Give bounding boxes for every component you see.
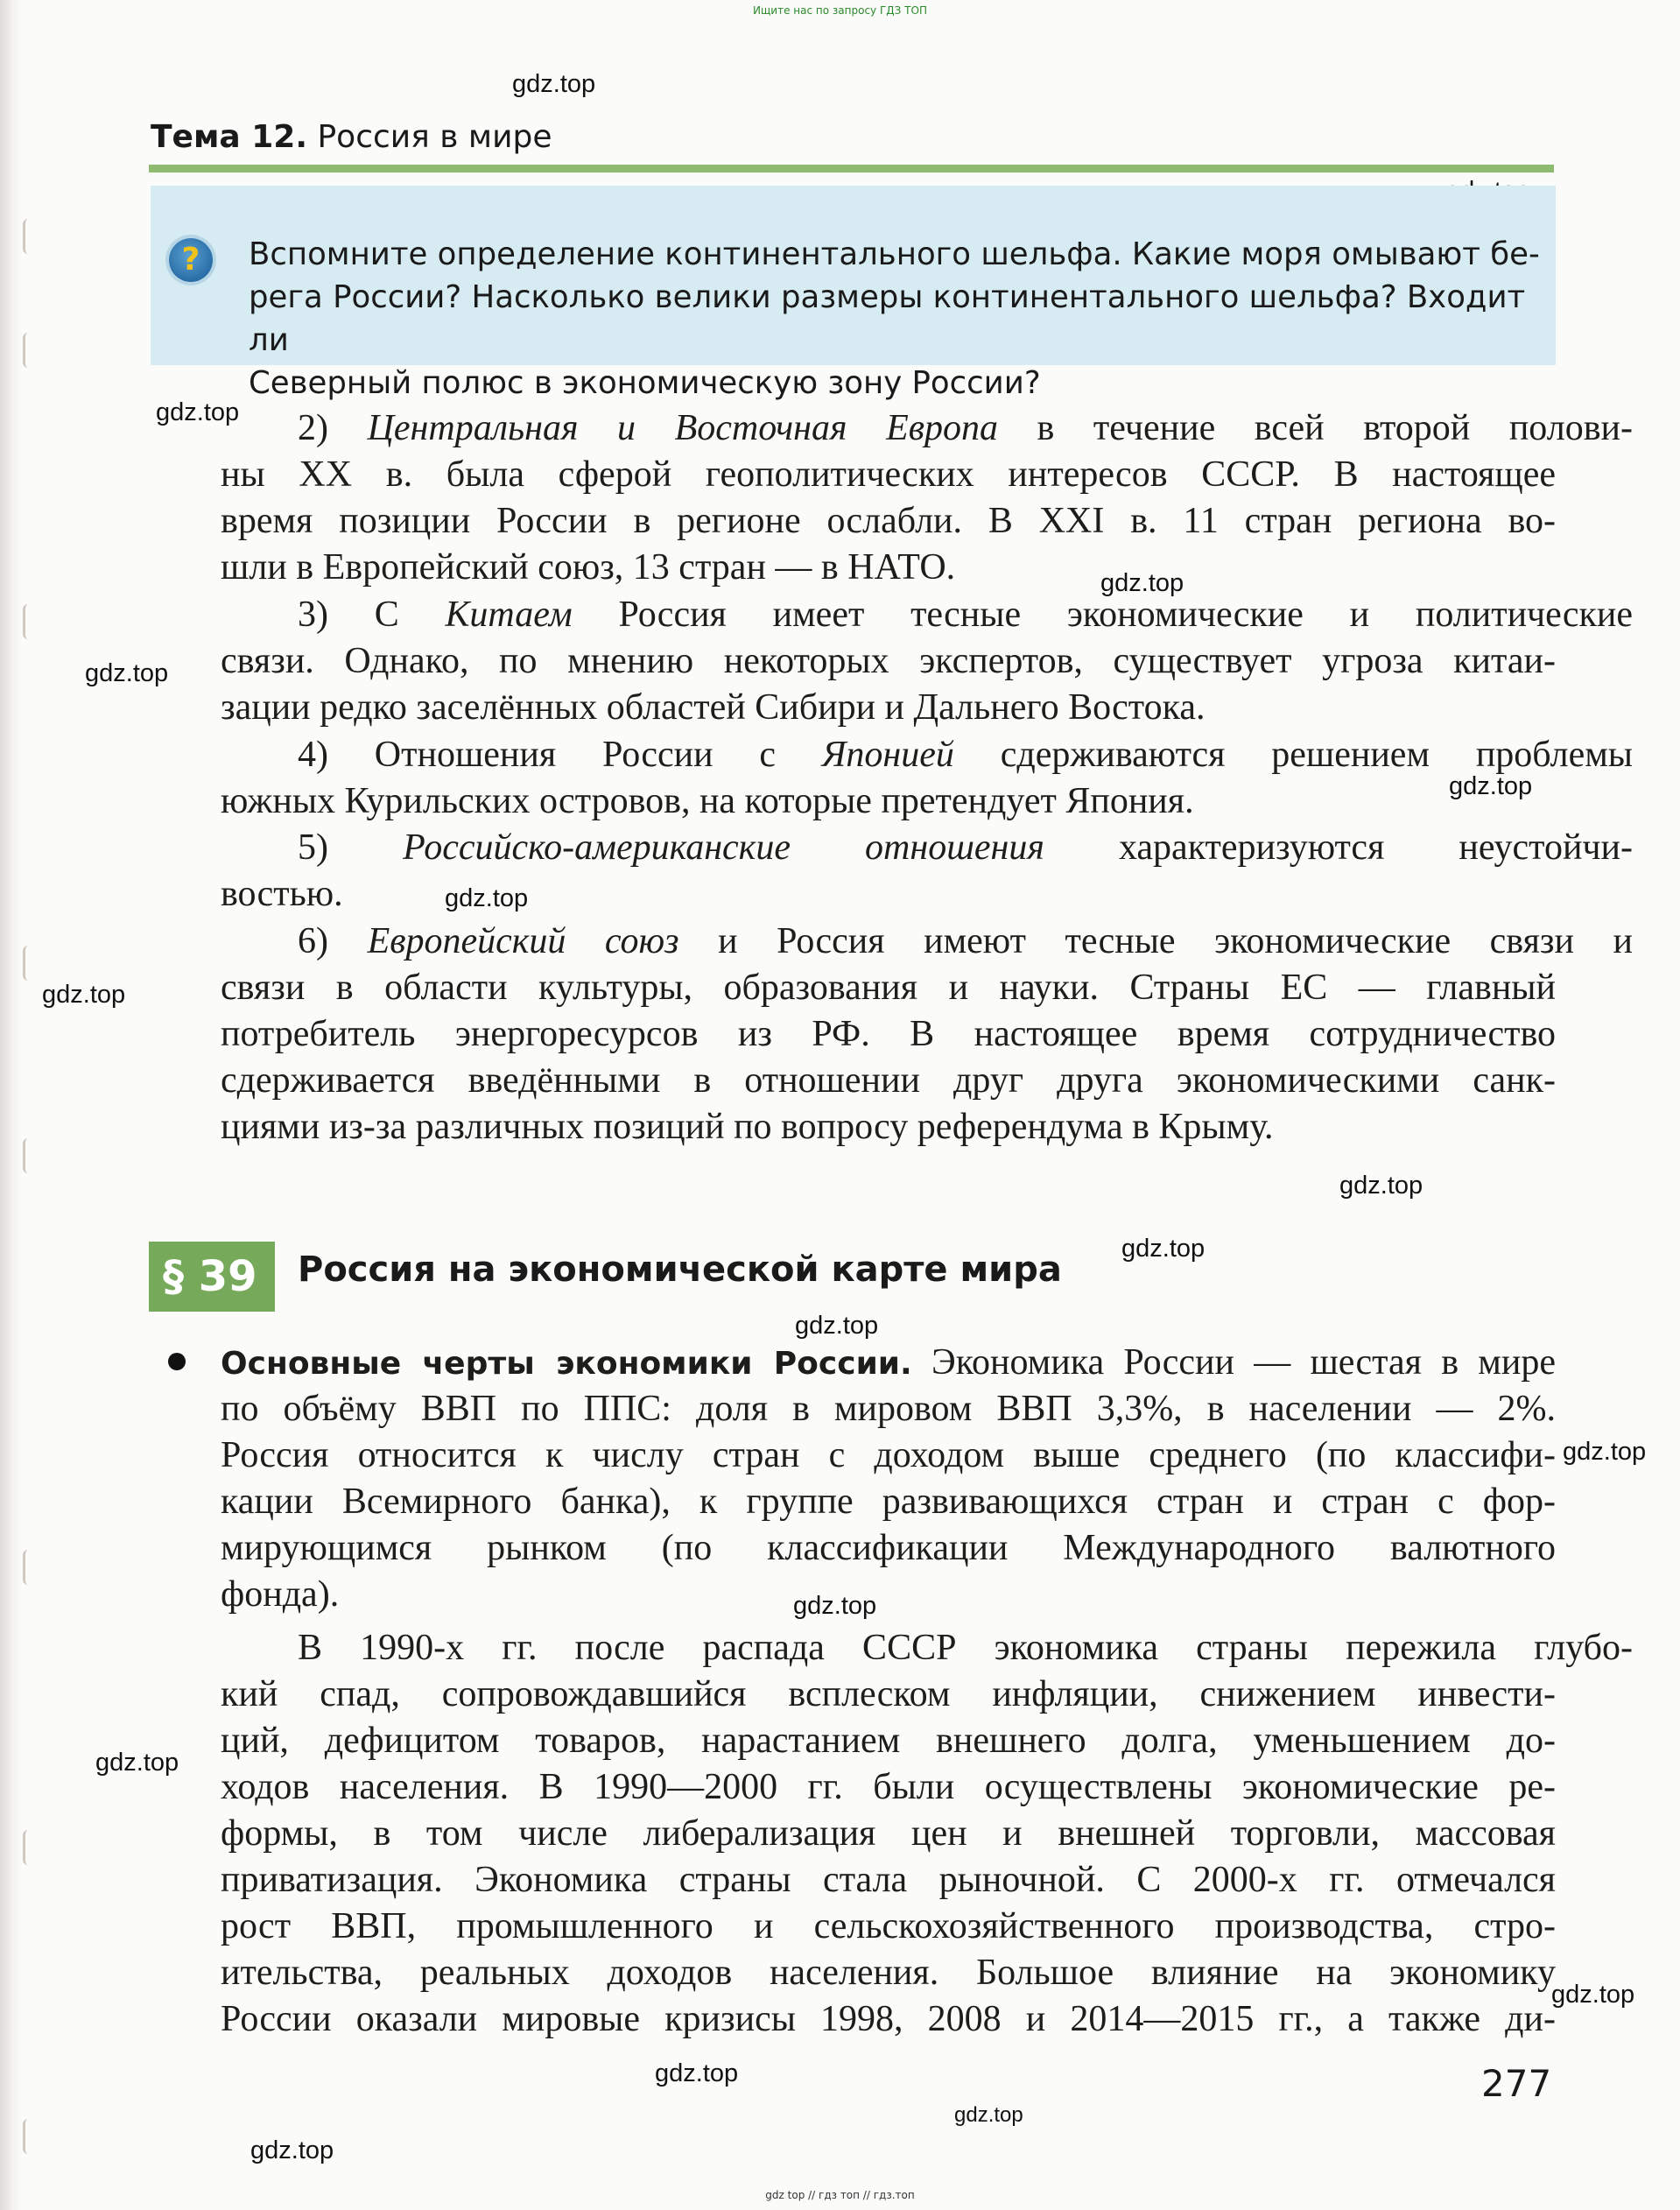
page-edge-shadow [0,0,23,2210]
item-6-line-5: циями из-за различных позиций по вопросу референдума в Крыму. [221,1107,1274,1147]
item-2-line-3: время позиции России в регионе ослабли. В XXI в. 11 стран региона во- [221,501,1556,541]
watermark: gdz.top [512,70,596,98]
history-line: ходов населения. В 1990—2000 гг. были осуществлены экономические ре- [221,1767,1556,1807]
history-line: России оказали мировые кризисы 1998, 2008 и 2014—2015 гг., а также ди- [221,1999,1556,2039]
watermark: gdz.top [85,659,169,687]
item-2-line-2: ны XX в. была сферой геополитических интересов СССР. В настоящее [221,454,1556,495]
history-line: формы, в том числе либерализация цен и внешней торговли, массовая [221,1813,1556,1854]
economy-line-4: кации Всемирного банка), к группе развивающихся стран и стран с фор- [221,1482,1556,1522]
watermark: gdz.top [1449,772,1533,800]
economy-line-2: по объёму ВВП по ППС: доля в мировом ВВП 3,3%, в населении — 2%. [221,1389,1556,1429]
item-2-line-1: 2) Центральная и Восточная Европа в течение всей второй полови- [298,408,1634,448]
history-line: В 1990-х гг. после распада СССР экономика страны пережила глубо- [298,1628,1633,1668]
watermark: gdz.top [42,981,126,1009]
history-line: ительства, реальных доходов населения. Большое влияние на экономику [221,1953,1556,1993]
watermark: gdz.top [655,2059,739,2087]
watermark: gdz.top [250,2136,334,2164]
question-text [249,233,1562,405]
watermark: gdz.top [1563,1438,1647,1466]
item-5-line-2: востью. [221,874,343,914]
watermark: gdz.top [1339,1172,1423,1200]
economy-heading: Основные черты экономики России. [221,1346,912,1382]
header-note: Ищите нас по запросу ГДЗ ТОП [753,4,927,17]
item-3-line-1: 3) С Китаем Россия имеет тесные экономические и политические [298,595,1634,635]
economy-line-1: Основные черты экономики России. Экономика России — шестая в мире [221,1342,1557,1383]
item-6-line-2: связи в области культуры, образования и науки. Страны ЕС — главный [221,968,1556,1008]
watermark: gdz.top [793,1592,877,1620]
item-2-term: Центральная и Восточная Европа [367,408,998,448]
section-number: § 39 [163,1252,257,1301]
watermark: gdz.top [445,884,529,912]
history-line: ций, дефицитом товаров, нарастанием внешнего долга, уменьшением до- [221,1721,1556,1761]
watermark: gdz.top [954,2103,1023,2127]
watermark: gdz.top [1100,569,1184,597]
item-2-line-4: шли в Европейский союз, 13 стран — в НАТО. [221,547,956,588]
bullet-icon [168,1353,186,1370]
economy-line-3: Россия относится к числу стран с доходом выше среднего (по классифи- [221,1435,1556,1475]
item-3-line-3: зации редко заселённых областей Сибири и Дальнего Востока. [221,687,1206,728]
economy-line-5: мирующимся рынком (по классификации Международного валютного [221,1528,1556,1568]
item-6-line-4: сдерживается введёнными в отношении друг друга экономическими санк- [221,1060,1556,1101]
item-5-line-1: 5) Российско-американские отношения характеризуются неустойчи- [298,827,1634,868]
item-4-term: Японией [821,735,954,775]
item-3-term: Китаем [445,595,573,635]
watermark: gdz.top [156,398,240,426]
history-line: кий спад, сопровождавшийся всплеском инфляции, снижением инвести- [221,1674,1556,1714]
footer-note: gdz top // гдз топ // гдз.топ [765,2189,915,2201]
question-line: Вспомните определение континентального шельфа. Какие моря омывают бе- [249,236,1540,272]
question-line: Северный полюс в экономическую зону России? [249,365,1041,401]
watermark: gdz.top [1121,1235,1206,1263]
item-5-term: Российско-американские отношения [403,827,1044,868]
watermark: gdz.top [95,1749,179,1777]
topic-rule [149,165,1554,172]
binding-marks [23,0,35,2210]
question-icon-glyph: ? [181,242,200,278]
history-line: приватизация. Экономика страны стала рыночной. С 2000-х гг. отмечался [221,1860,1556,1900]
topic-header [151,119,552,155]
question-line: рега России? Насколько велики размеры континентального шельфа? Входит ли [249,279,1526,358]
item-4-line-1: 4) Отношения России с Японией сдерживаются решением проблемы [298,735,1634,775]
topic-title: Россия в мире [317,119,552,155]
history-line: рост ВВП, промышленного и сельскохозяйственного производства, стро- [221,1906,1556,1946]
item-6-line-1: 6) Европейский союз и Россия имеют тесные экономические связи и [298,921,1634,961]
item-6-term: Европейский союз [367,921,679,961]
topic-label: Тема 12. [151,119,307,155]
item-3-line-2: связи. Однако, по мнению некоторых экспертов, существует угроза китаи- [221,641,1556,681]
page-number: 277 [1481,2062,1552,2105]
watermark: gdz.top [1551,1981,1635,2009]
watermark: gdz.top [795,1312,879,1340]
economy-line-6: фонда). [221,1574,340,1615]
item-4-line-2: южных Курильских островов, на которые претендует Япония. [221,781,1194,821]
section-title: Россия на экономической карте мира [298,1249,1062,1290]
item-6-line-3: потребитель энергоресурсов из РФ. В настоящее время сотрудничество [221,1014,1556,1054]
